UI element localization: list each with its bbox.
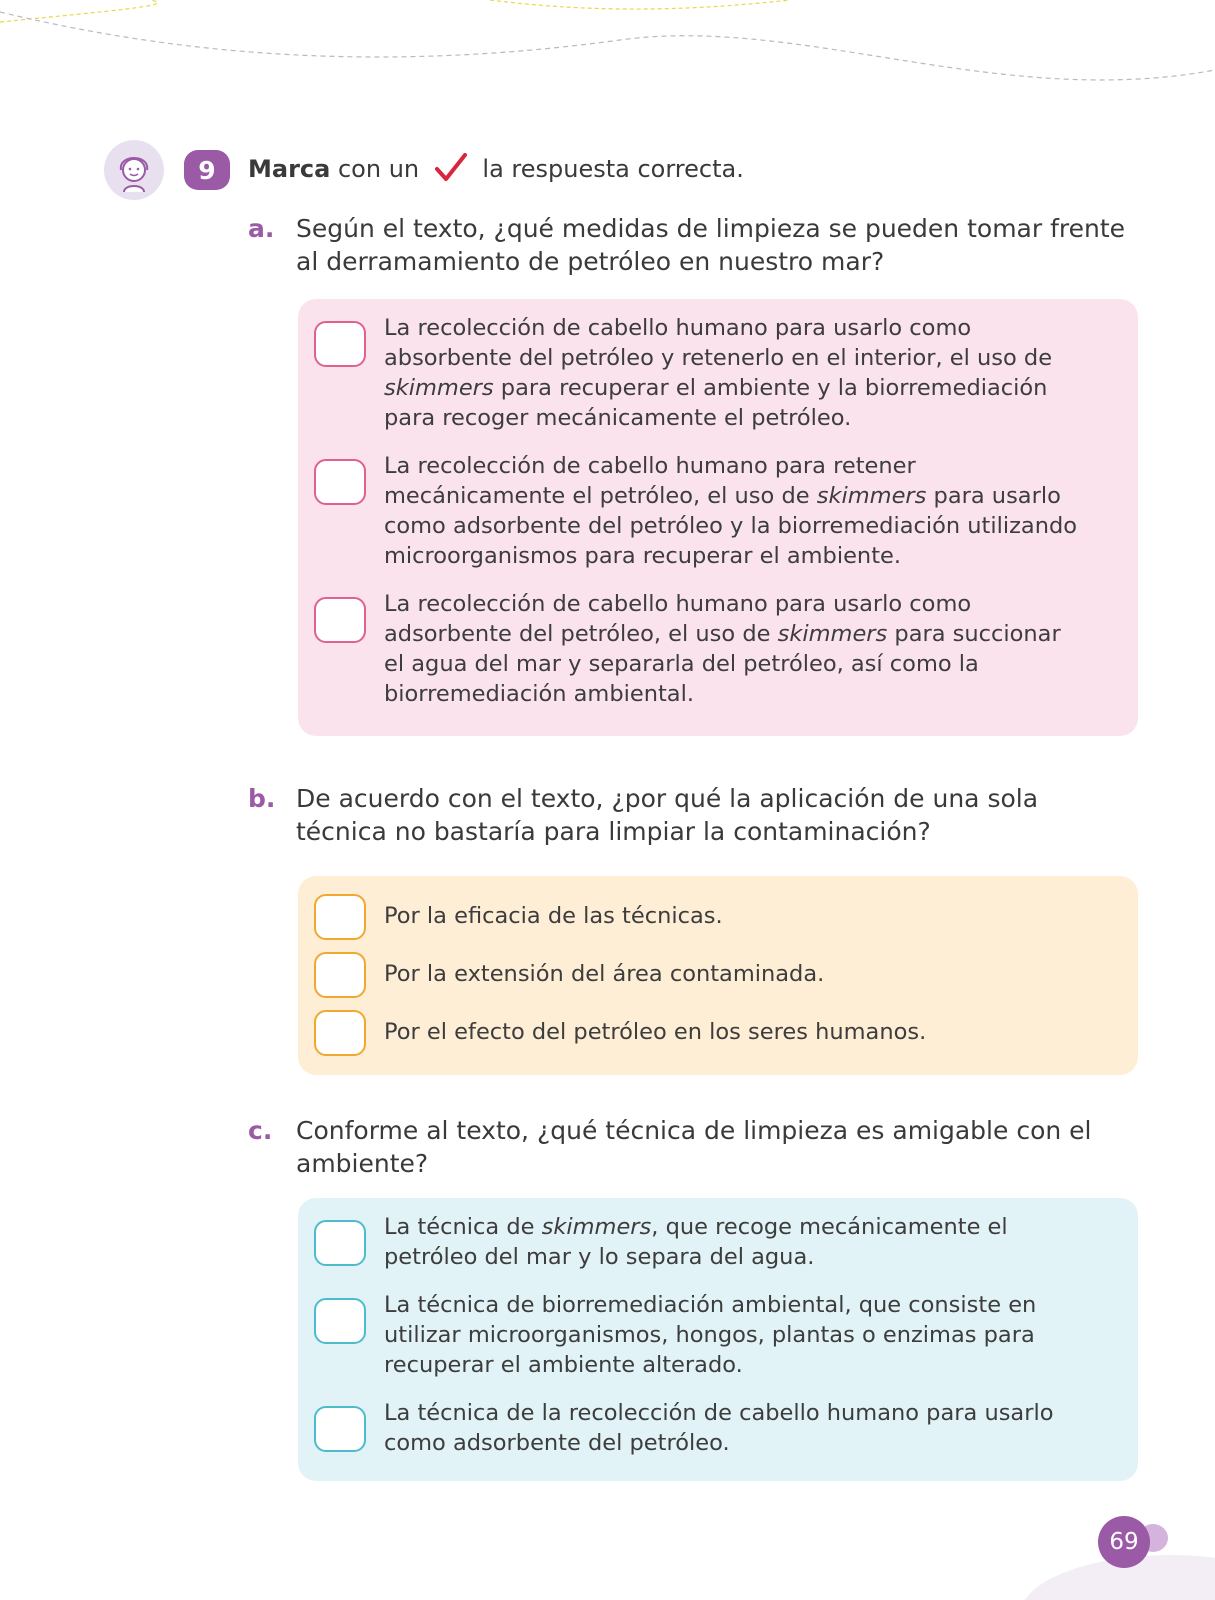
italic-term: skimmers <box>384 375 494 401</box>
text-run: mecánicamente el petróleo, el uso de <box>384 483 817 509</box>
answer-checkbox[interactable] <box>314 1220 366 1266</box>
text-run: biorremediación ambiental. <box>384 681 694 707</box>
girl-avatar-icon <box>104 140 164 200</box>
option-text <box>384 589 1119 709</box>
text-run: Por el efecto del petróleo en los seres humanos. <box>384 1019 927 1045</box>
option-text <box>384 313 1119 433</box>
answer-checkbox[interactable] <box>314 1298 366 1344</box>
options-panel-c <box>298 1198 1138 1481</box>
option-line <box>384 1212 1119 1242</box>
instruction-before-check: con un <box>337 155 420 183</box>
question-text: Según el texto, ¿qué medidas de limpieza se pueden tomar frente al derramamiento de petróleo en nuestro mar? <box>296 214 1126 276</box>
option-text <box>384 959 1119 989</box>
option-line <box>384 589 1119 619</box>
option-line <box>384 1290 1119 1320</box>
answer-checkbox[interactable] <box>314 459 366 505</box>
italic-term: skimmers <box>541 1214 652 1240</box>
option-line <box>384 451 1119 481</box>
instruction-bold: Marca <box>248 155 331 183</box>
question-a <box>248 212 1128 278</box>
option-line <box>384 313 1119 343</box>
option-line <box>384 403 1119 433</box>
text-run: para recuperar el ambiente y la biorremediación <box>493 375 1048 401</box>
answer-checkbox[interactable] <box>314 1010 366 1056</box>
question-letter: b. <box>248 784 276 813</box>
answer-checkbox[interactable] <box>314 952 366 998</box>
option-line <box>384 373 1119 403</box>
text-run: La técnica de <box>384 1214 542 1240</box>
question-text: Conforme al texto, ¿qué técnica de limpieza es amigable con el ambiente? <box>296 1116 1092 1178</box>
option-line <box>384 481 1119 511</box>
option-line <box>384 901 1119 931</box>
answer-checkbox[interactable] <box>314 597 366 643</box>
text-run: petróleo del mar y lo separa del agua. <box>384 1244 815 1270</box>
option-line <box>384 649 1119 679</box>
text-run: adsorbente del petróleo, el uso de <box>384 621 778 647</box>
option-line <box>384 1428 1119 1458</box>
text-run: microorganismos para recuperar el ambiente. <box>384 543 902 569</box>
option-line <box>384 619 1119 649</box>
option-text <box>384 1212 1119 1272</box>
options-panel-b <box>298 876 1138 1075</box>
option-text <box>384 1290 1119 1380</box>
question-letter: a. <box>248 214 275 243</box>
instruction-text <box>248 153 744 185</box>
option-text <box>384 1017 1119 1047</box>
text-run: La recolección de cabello humano para retener <box>384 453 916 479</box>
option-text <box>384 901 1119 931</box>
wavy-header-decoration <box>0 0 1215 110</box>
option-line <box>384 343 1119 373</box>
text-run: La recolección de cabello humano para usarlo como <box>384 315 972 341</box>
italic-term: skimmers <box>777 621 888 647</box>
exercise-number-badge: 9 <box>184 150 230 190</box>
question-c <box>248 1114 1128 1180</box>
text-run: recuperar el ambiente alterado. <box>384 1352 743 1378</box>
text-run: para succionar <box>887 621 1061 647</box>
question-text: De acuerdo con el texto, ¿por qué la aplicación de una sola técnica no bastaría para limpiar la contaminación? <box>296 784 1039 846</box>
question-letter: c. <box>248 1116 273 1145</box>
option-text <box>384 451 1119 571</box>
checkmark-icon <box>435 153 467 183</box>
option-line <box>384 511 1119 541</box>
option-line <box>384 1398 1119 1428</box>
text-run: como adsorbente del petróleo y la biorremediación utilizando <box>384 513 1078 539</box>
text-run: La técnica de la recolección de cabello humano para usarlo <box>384 1400 1054 1426</box>
italic-term: skimmers <box>816 483 927 509</box>
option-line <box>384 1017 1119 1047</box>
text-run: para usarlo <box>926 483 1061 509</box>
option-line <box>384 1320 1119 1350</box>
option-line <box>384 1350 1119 1380</box>
text-run: La recolección de cabello humano para usarlo como <box>384 591 972 617</box>
answer-checkbox[interactable] <box>314 894 366 940</box>
instruction-after-check: la respuesta correcta. <box>482 155 744 183</box>
page-number: 69 <box>1098 1516 1150 1568</box>
option-line <box>384 1242 1119 1272</box>
option-text <box>384 1398 1119 1458</box>
option-line <box>384 959 1119 989</box>
text-run: Por la extensión del área contaminada. <box>384 961 825 987</box>
option-line <box>384 679 1119 709</box>
text-run: para recoger mecánicamente el petróleo. <box>384 405 852 431</box>
text-run: absorbente del petróleo y retenerlo en el interior, el uso de <box>384 345 1053 371</box>
text-run: La técnica de biorremediación ambiental, que consiste en <box>384 1292 1037 1318</box>
options-panel-a <box>298 299 1138 736</box>
answer-checkbox[interactable] <box>314 321 366 367</box>
text-run: , que recoge mecánicamente el <box>651 1214 1008 1240</box>
answer-checkbox[interactable] <box>314 1406 366 1452</box>
text-run: como adsorbente del petróleo. <box>384 1430 730 1456</box>
option-line <box>384 541 1119 571</box>
text-run: Por la eficacia de las técnicas. <box>384 903 723 929</box>
question-b <box>248 782 1128 848</box>
text-run: el agua del mar y separarla del petróleo, así como la <box>384 651 979 677</box>
text-run: utilizar microorganismos, hongos, plantas o enzimas para <box>384 1322 1035 1348</box>
